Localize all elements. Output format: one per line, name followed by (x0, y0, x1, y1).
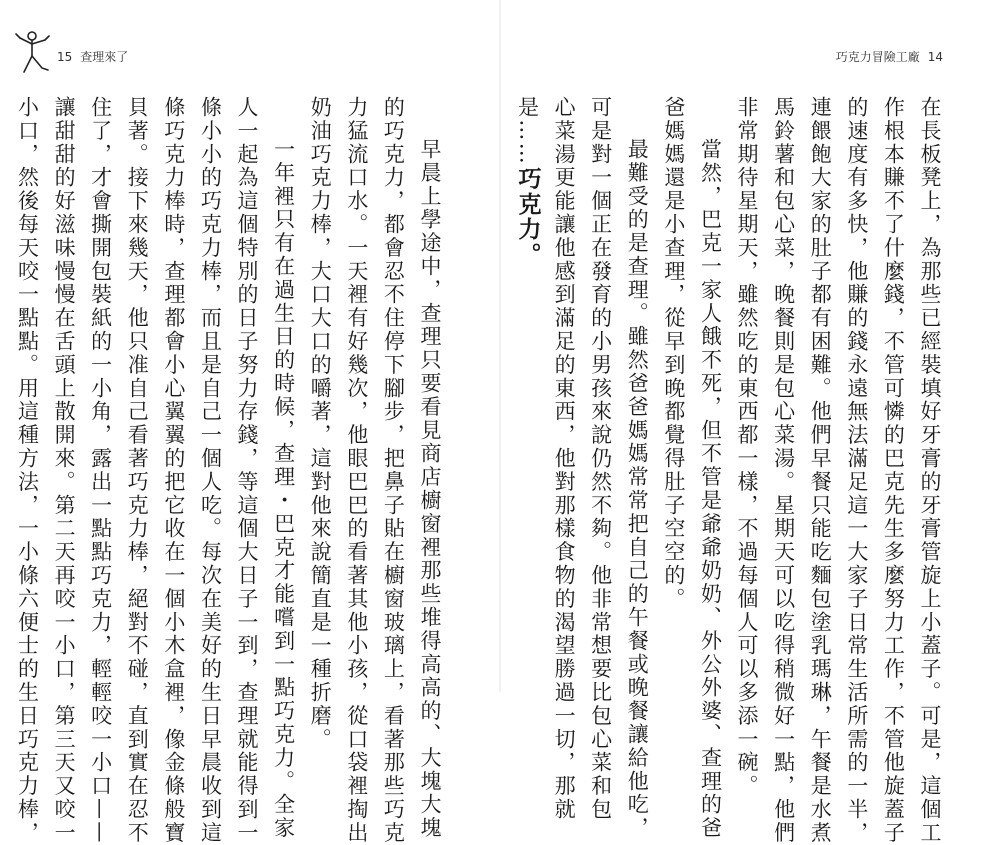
text-line: 非常期待星期天，雖然吃的東西都一樣，不過每個人可以多添一碗。 (735, 96, 760, 798)
text-line: 小口，然後每天咬一點點。用這種方法，一小條六便士的生日巧克力棒， (15, 96, 40, 845)
right-page-number: 14 (927, 50, 943, 64)
text-line: 住了，才會撕開包裝紙的一小角，露出一點點巧克力，輕輕咬一小口—— (88, 96, 113, 845)
text-line: 條小小的巧克力棒，而且是自己一個人吃。每次在美好的生日早晨收到這 (198, 96, 223, 845)
text-line: 連餵飽大家的肚子都有困難。他們早餐只能吃麵包塗乳瑪琳，午餐是水煮 (808, 96, 833, 845)
text-line: 心菜湯更能讓他感到滿足的東西，他對那樣食物的渴望勝過一切，那就 (552, 96, 577, 822)
text-line: 在長板凳上，為那些已經裝填好牙膏的牙膏管旋上小蓋子。可是，這個工 (918, 96, 942, 845)
text-line: 可是對一個正在發育的小男孩來說仍然不夠。他非常想要比包心菜和包 (588, 96, 613, 822)
text-line: 力猛流口水。一天裡有好幾次，他眼巴巴的看著其他小孩，從口袋裡掏出 (344, 96, 369, 845)
text-line: 馬鈴薯和包心菜，晚餐則是包心菜湯。星期天可以吃得稍微好一點，他們 (771, 96, 796, 845)
right-body-text (514, 96, 948, 845)
text-line: 人一起為這個特別的日子努力存錢，等這個大日子一到，查理就能得到一 (235, 96, 260, 845)
left-header-title: 查理來了 (80, 50, 129, 64)
text-line: 讓甜甜的好滋味慢慢在舌頭上散開來。第二天再咬一小口，第三天又咬一 (52, 96, 77, 845)
text-line: 是……巧克力。 (514, 96, 541, 268)
left-running-header (57, 48, 128, 65)
text-line: 爸媽媽還是小查理，從早到晚都覺得肚子空空的。 (661, 96, 686, 611)
text-line: 奶油巧克力棒，大口大口的嚼著，這對他來說簡直是一種折磨。 (308, 96, 333, 752)
right-running-header (836, 48, 943, 65)
text-line: 作根本賺不了什麼錢，不管可憐的巴克先生多麼努力工作，不管他旋蓋子 (881, 96, 906, 845)
text-line: 當然，巴克一家人餓不死，但不管是爺爺奶奶、外公外婆、查理的爸 (698, 138, 723, 840)
left-page-number: 15 (57, 50, 73, 64)
text-line: 的速度有多快，他賺的錢永遠無法滿足這一大家子日常生活所需的一半， (844, 96, 869, 845)
text-line: 最難受的是查理。雖然爸爸媽媽常常把自己的午餐或晚餐讓給他吃， (625, 138, 650, 840)
text-line: 條巧克力棒時，查理都會小心翼翼的把它收在一個小木盒裡，像金條般寶 (161, 96, 186, 845)
dancing-figure-logo (12, 28, 52, 76)
text-line: 貝著。接下來幾天，他只准自己看著巧克力棒，絕對不碰，直到實在忍不 (125, 96, 150, 845)
right-page (500, 0, 1000, 845)
text-line: 的巧克力，都會忍不住停下腳步，把鼻子貼在櫥窗玻璃上，看著那些巧克 (381, 96, 406, 845)
right-header-title: 巧克力冒險工廠 (835, 50, 920, 64)
left-body-text (15, 96, 448, 845)
text-line: 早晨上學途中，查理只要看見商店櫥窗裡那些堆得高高的、大塊大塊 (418, 138, 442, 840)
emphasis-word: 巧克力。 (514, 166, 541, 268)
text-line: 一年裡只有在過生日的時候，查理・巴克才能嚐到一點巧克力。全家 (271, 138, 296, 840)
